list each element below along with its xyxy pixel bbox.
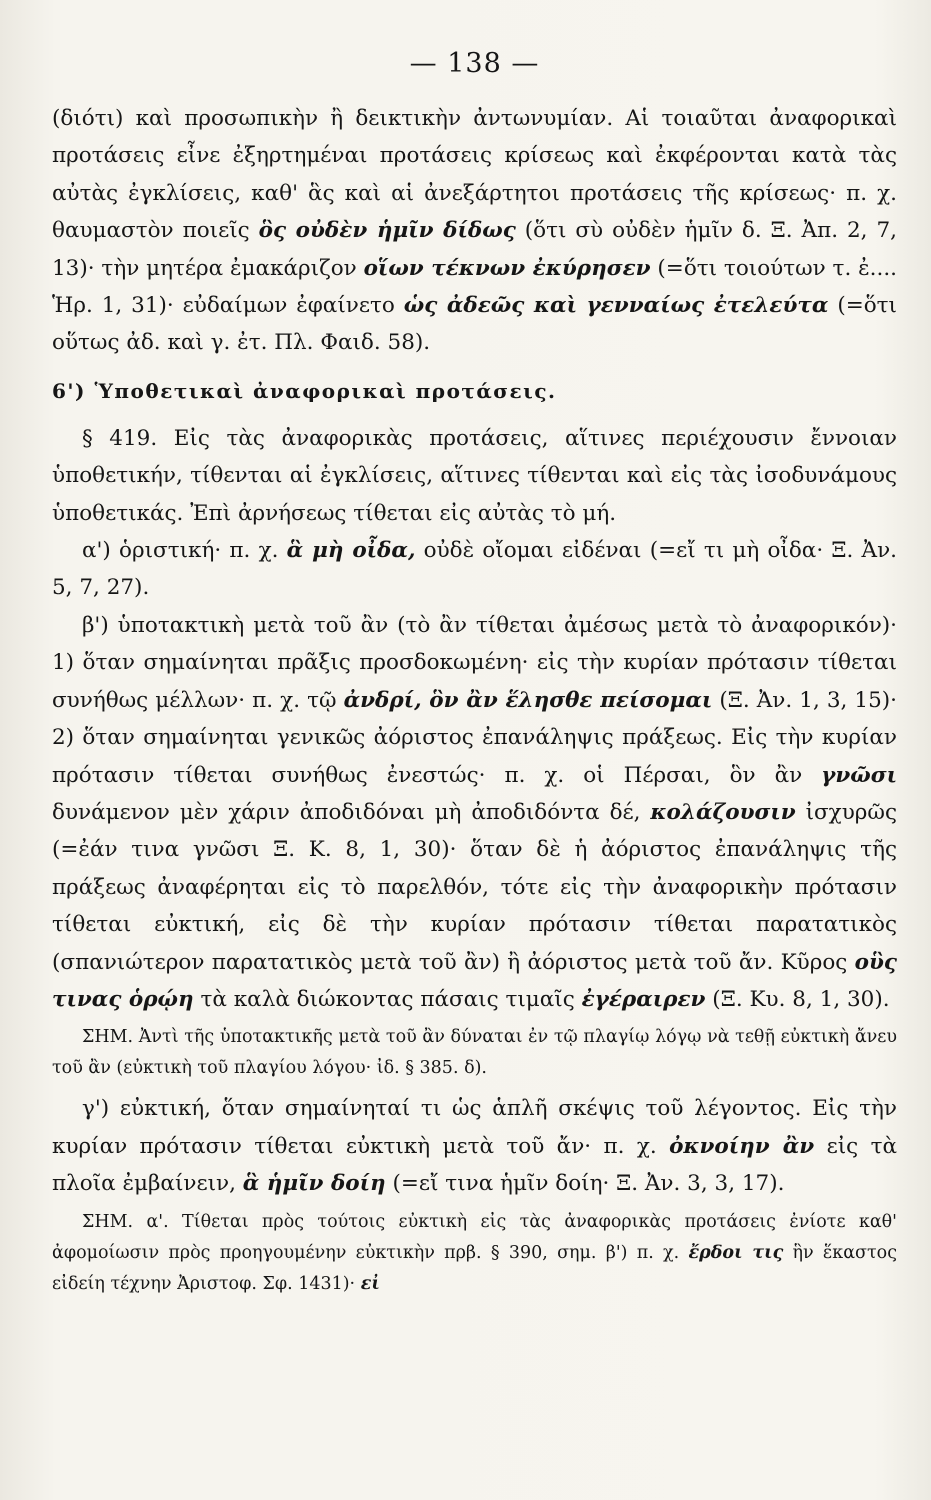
paragraph-419: § 419. Εἰς τὰς ἀναφορικὰς προτάσεις, αἵτινες περιέχουσιν ἔννοιαν ὑποθετικήν, τίθενται αἱ ἐγκλίσεις, αἵτινες τίθενται καὶ εἰς τὰς ἰσοδυνάμους ὑποθετικάς. Ἐπὶ ἀρνήσεως τίθεται εἰς αὐτὰς τὸ μή.: [52, 425, 897, 526]
paragraph-optative: γ') εὐκτική, ὅταν σημαίνηταί τι ὡς ἁπλῆ σκέψις τοῦ λέγοντος. Εἰς τὴν κυρίαν πρότασιν τίθεται εὐκτικὴ μετὰ τοῦ ἄν· π. χ. ὀκνοίην ἂν εἰς τὰ πλοῖα ἐμβαίνειν, ἃ ἡμῖν δοίη (=εἴ τινα ἡμῖν δοίη· Ξ. Ἀν. 3, 3, 17).: [52, 1096, 897, 1197]
paragraph-subjunctive: β') ὑποτακτικὴ μετὰ τοῦ ἂν (τὸ ἂν τίθεται ἀμέσως μετὰ τὸ ἀναφορικόν)· 1) ὅταν σημαίνηται πρᾶξις προσδοκωμένη· εἰς τὴν κυρίαν πρότασιν τίθεται συνήθως μέλλων· π. χ. τῷ ἀνδρί, ὃν ἂν ἕλησθε πείσομαι (Ξ. Ἀν. 1, 3, 15)· 2) ὅταν σημαίνηται γενικῶς ἀόριστος ἐπανάληψις πράξεως. Εἰς τὴν κυρίαν πρότασιν τίθεται συνήθως ἐνεστώς· π. χ. οἱ Πέρσαι, ὃν ἂν γνῶσι δυνάμενον μὲν χάριν ἀποδιδόναι μὴ ἀποδιδόντα δέ, κολάζουσιν ἰσχυρῶς (=ἐάν τινα γνῶσι Ξ. Κ. 8, 1, 30)· ὅταν δὲ ἡ ἀόριστος ἐπανάληψις τῆς πράξεως ἀναφέρηται εἰς τὸ παρελθόν, τότε εἰς τὴν ἀναφορικὴν πρότασιν τίθεται εὐκτική, εἰς δὲ τὴν κυρίαν πρότασιν τίθεται παρατατικὸς (σπανιώτερον παρατατικὸς μετὰ τοῦ ἂν) ἢ ἀόριστος μετὰ τοῦ ἄν. Κῦρος οὓς τινας ὁρῴη τὰ καλὰ διώκοντας πάσαις τιμαῖς ἐγέραιρεν (Ξ. Κυ. 8, 1, 30).: [52, 612, 897, 1012]
main-text: [52, 100, 897, 1018]
page-number: — 138 —: [409, 48, 540, 79]
section-heading: 6') Ὑποθετικαὶ ἀναφορικαὶ προτάσεις.: [52, 378, 557, 403]
paragraph-indicative: α') ὁριστική· π. χ. ἃ μὴ οἶδα, οὐδὲ οἴομαι εἰδέναι (=εἴ τι μὴ οἶδα· Ξ. Ἀν. 5, 7, 27).: [52, 538, 897, 601]
note-optative: ΣΗΜ. α'. Τίθεται πρὸς τούτοις εὐκτικὴ εἰς τὰς ἀναφορικὰς προτάσεις ἐνίοτε καθ' ἀφομοίωσιν πρὸς προηγουμένην εὐκτικὴν πρβ. § 390, σημ. β') π. χ. ἔρδοι τις ἣν ἕκαστος εἰδείη τέχνην Ἀριστοφ. Σφ. 1431)· εἰ: [52, 1211, 897, 1294]
main-text-continued: [52, 1090, 897, 1202]
note-subjunctive: ΣΗΜ. Ἀντὶ τῆς ὑποτακτικῆς μετὰ τοῦ ἂν δύναται ἐν τῷ πλαγίῳ λόγῳ νὰ τεθῇ εὐκτικὴ ἄνευ τοῦ ἂν (εὐκτικὴ τοῦ πλαγίου λόγου· ἰδ. § 385. δ).: [52, 1027, 897, 1079]
paragraph-relative-judgement: (διότι) καὶ προσωπικὴν ἢ δεικτικὴν ἀντωνυμίαν. Αἱ τοιαῦται ἀναφορικαὶ προτάσεις εἶνε ἐξηρτημέναι προτάσεις κρίσεως καὶ ἐκφέρονται κατὰ τὰς αὐτὰς ἐγκλίσεις, καθ' ἃς καὶ αἱ ἀνεξάρτητοι προτάσεις τῆς κρίσεως· π. χ. θαυμαστὸν ποιεῖς ὃς οὐδὲν ἡμῖν δίδως (ὅτι σὺ οὐδὲν ἡμῖν δ. Ξ. Ἀπ. 2, 7, 13)· τὴν μητέρα ἐμακάριζον οἵων τέκνων ἐκύρησεν (=ὅτι τοιούτων τ. ἐ.... Ἡρ. 1, 31)· εὐδαίμων ἐφαίνετο ὡς ἀδεῶς καὶ γενναίως ἐτελεύτα (=ὅτι οὕτως ἀδ. καὶ γ. ἐτ. Πλ. Φαιδ. 58).: [52, 106, 898, 356]
